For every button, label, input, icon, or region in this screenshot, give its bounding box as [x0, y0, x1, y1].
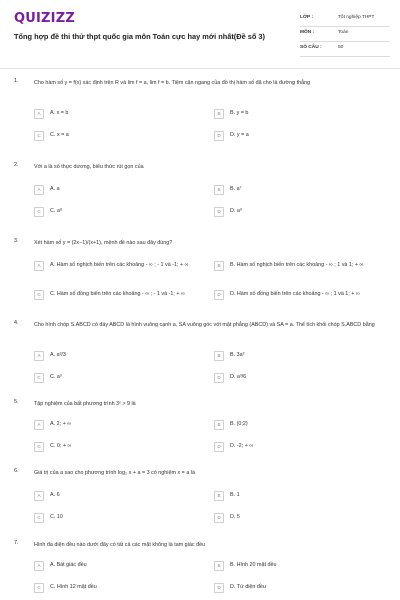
option-b[interactable]	[214, 488, 374, 508]
option-text: A. Hàm số nghịch biến trên các khoảng - ∞ ; - 1 và -1; + ∞	[50, 262, 189, 268]
option-text: C. a³	[50, 374, 62, 380]
option-text: B. Hình 20 mặt đều	[230, 562, 277, 568]
meta-label: MÔN :	[300, 30, 315, 35]
option-letter-box: D	[214, 131, 224, 141]
option-text: D. Tứ diện đều	[230, 584, 266, 590]
option-text: A. Bát giác đều	[50, 562, 87, 568]
option-text: A. 6	[50, 492, 60, 498]
document-title: Tổng hợp đề thi thử thpt quốc gia môn Toán cực hay mới nhất(Đề số 3)	[14, 32, 266, 41]
option-b[interactable]	[214, 258, 374, 278]
option-b[interactable]	[214, 348, 374, 368]
option-letter-box: B	[214, 185, 224, 195]
option-letter-box: B	[214, 420, 224, 430]
option-text: C. Hình 12 mặt đều	[50, 584, 97, 590]
option-text: A. a	[50, 186, 60, 192]
option-text: B. 1	[230, 492, 240, 498]
question-text: Giá trị của a sao cho phương trình log₂ x + a = 3 có nghiệm x = a là	[34, 470, 196, 476]
document-meta	[300, 12, 390, 57]
question-number: 4.	[14, 320, 19, 326]
option-b[interactable]	[214, 558, 374, 578]
option-letter-box: B	[214, 261, 224, 271]
option-a[interactable]	[34, 348, 194, 368]
option-text: B. Hàm số nghịch biến trên các khoảng - ∞ ; 1 và 1; + ∞	[230, 262, 364, 268]
option-letter-box: C	[34, 442, 44, 452]
option-letter-box: A	[34, 185, 44, 195]
option-text: B. y = b	[230, 110, 249, 116]
meta-row-question-count	[300, 42, 390, 57]
option-text: C. Hàm số đồng biến trên các khoảng - ∞ ; - 1 và -1; + ∞	[50, 291, 185, 297]
option-c[interactable]	[34, 370, 194, 390]
option-letter-box: D	[214, 442, 224, 452]
option-c[interactable]	[34, 510, 194, 530]
option-text: D. y = a	[230, 132, 249, 138]
option-a[interactable]	[34, 106, 194, 126]
question-number: 6.	[14, 468, 19, 474]
option-c[interactable]	[34, 439, 194, 459]
option-letter-box: C	[34, 207, 44, 217]
meta-label: LỚP :	[300, 15, 314, 20]
option-text: C. a⁸	[50, 208, 63, 214]
option-letter-box: D	[214, 207, 224, 217]
header-divider	[0, 68, 400, 69]
option-letter-box: A	[34, 420, 44, 430]
question-text: Tập nghiệm của bất phương trình 3ˣ > 9 là	[34, 401, 136, 407]
option-c[interactable]	[34, 580, 194, 600]
question-number: 7.	[14, 540, 19, 546]
question-text: Cho hình chóp S.ABCD có đáy ABCD là hình vuông cạnh a, SA vuông góc với mặt phẳng (ABCD) và SA = a. Thể tích khối chóp S.ABCD bằng	[34, 322, 375, 328]
option-d[interactable]	[214, 128, 374, 148]
option-letter-box: C	[34, 290, 44, 300]
option-letter-box: B	[214, 491, 224, 501]
option-b[interactable]	[214, 417, 374, 437]
option-d[interactable]	[214, 370, 374, 390]
option-a[interactable]	[34, 488, 194, 508]
option-text: C. 10	[50, 514, 63, 520]
option-c[interactable]	[34, 287, 194, 307]
option-letter-box: C	[34, 513, 44, 523]
question-number: 3.	[14, 238, 19, 244]
option-text: D. -2; + ∞	[230, 443, 254, 449]
option-d[interactable]	[214, 287, 374, 307]
question-text: Với a là số thực dương, biểu thức rút gọn của	[34, 164, 144, 170]
option-d[interactable]	[214, 510, 374, 530]
question-text: Xét hàm số y = (2x−1)/(x+1), mệnh đề nào sau đây đúng?	[34, 240, 173, 246]
option-text: C. 0; + ∞	[50, 443, 72, 449]
option-text: B. a⁷	[230, 186, 242, 192]
option-letter-box: A	[34, 261, 44, 271]
option-text: B. 3a³	[230, 352, 245, 358]
option-letter-box: C	[34, 583, 44, 593]
question-number: 2.	[14, 162, 19, 168]
option-text: B. (0;2)	[230, 421, 248, 427]
option-letter-box: B	[214, 109, 224, 119]
meta-value: Tốt nghiệp THPT	[338, 15, 375, 20]
option-letter-box: B	[214, 351, 224, 361]
option-a[interactable]	[34, 258, 194, 278]
option-a[interactable]	[34, 417, 194, 437]
meta-row-subject	[300, 27, 390, 42]
quizizz-logo: QUIZIZZ	[14, 11, 75, 26]
question-number: 5.	[14, 399, 19, 405]
option-a[interactable]	[34, 182, 194, 202]
option-text: A. 2; + ∞	[50, 421, 72, 427]
meta-value: Toán	[338, 30, 349, 35]
option-c[interactable]	[34, 128, 194, 148]
option-text: D. Hàm số đồng biến trên các khoảng - ∞ ; 1 và 1; + ∞	[230, 291, 360, 297]
option-text: D. a³/6	[230, 374, 247, 380]
option-a[interactable]	[34, 558, 194, 578]
option-letter-box: D	[214, 583, 224, 593]
meta-label: SỐ CÂU :	[300, 45, 322, 50]
option-c[interactable]	[34, 204, 194, 224]
option-d[interactable]	[214, 204, 374, 224]
option-text: D. 5	[230, 514, 240, 520]
option-letter-box: D	[214, 290, 224, 300]
option-letter-box: C	[34, 131, 44, 141]
option-letter-box: A	[34, 351, 44, 361]
option-letter-box: D	[214, 373, 224, 383]
option-d[interactable]	[214, 580, 374, 600]
option-text: C. x = a	[50, 132, 69, 138]
option-letter-box: D	[214, 513, 224, 523]
question-text: Cho hàm số y = f(x) xác định trên R và lim f = a, lim f = b. Tiệm cận ngang của đồ thị hàm số đã cho là đường thẳng	[34, 80, 311, 86]
option-letter-box: A	[34, 109, 44, 119]
option-b[interactable]	[214, 182, 374, 202]
option-letter-box: A	[34, 561, 44, 571]
option-text: A. a³/3	[50, 352, 66, 358]
option-b[interactable]	[214, 106, 374, 126]
option-letter-box: C	[34, 373, 44, 383]
question-number: 1.	[14, 78, 19, 84]
option-d[interactable]	[214, 439, 374, 459]
option-letter-box: A	[34, 491, 44, 501]
document-header	[0, 0, 400, 62]
question-text: Hình đa diện đều nào dưới đây có tất cả các mặt không là tam giác đều	[34, 542, 206, 548]
option-letter-box: B	[214, 561, 224, 571]
option-text: D. a³	[230, 208, 242, 214]
meta-value: 50	[338, 45, 344, 50]
meta-row-class	[300, 12, 390, 27]
option-text: A. x = b	[50, 110, 69, 116]
